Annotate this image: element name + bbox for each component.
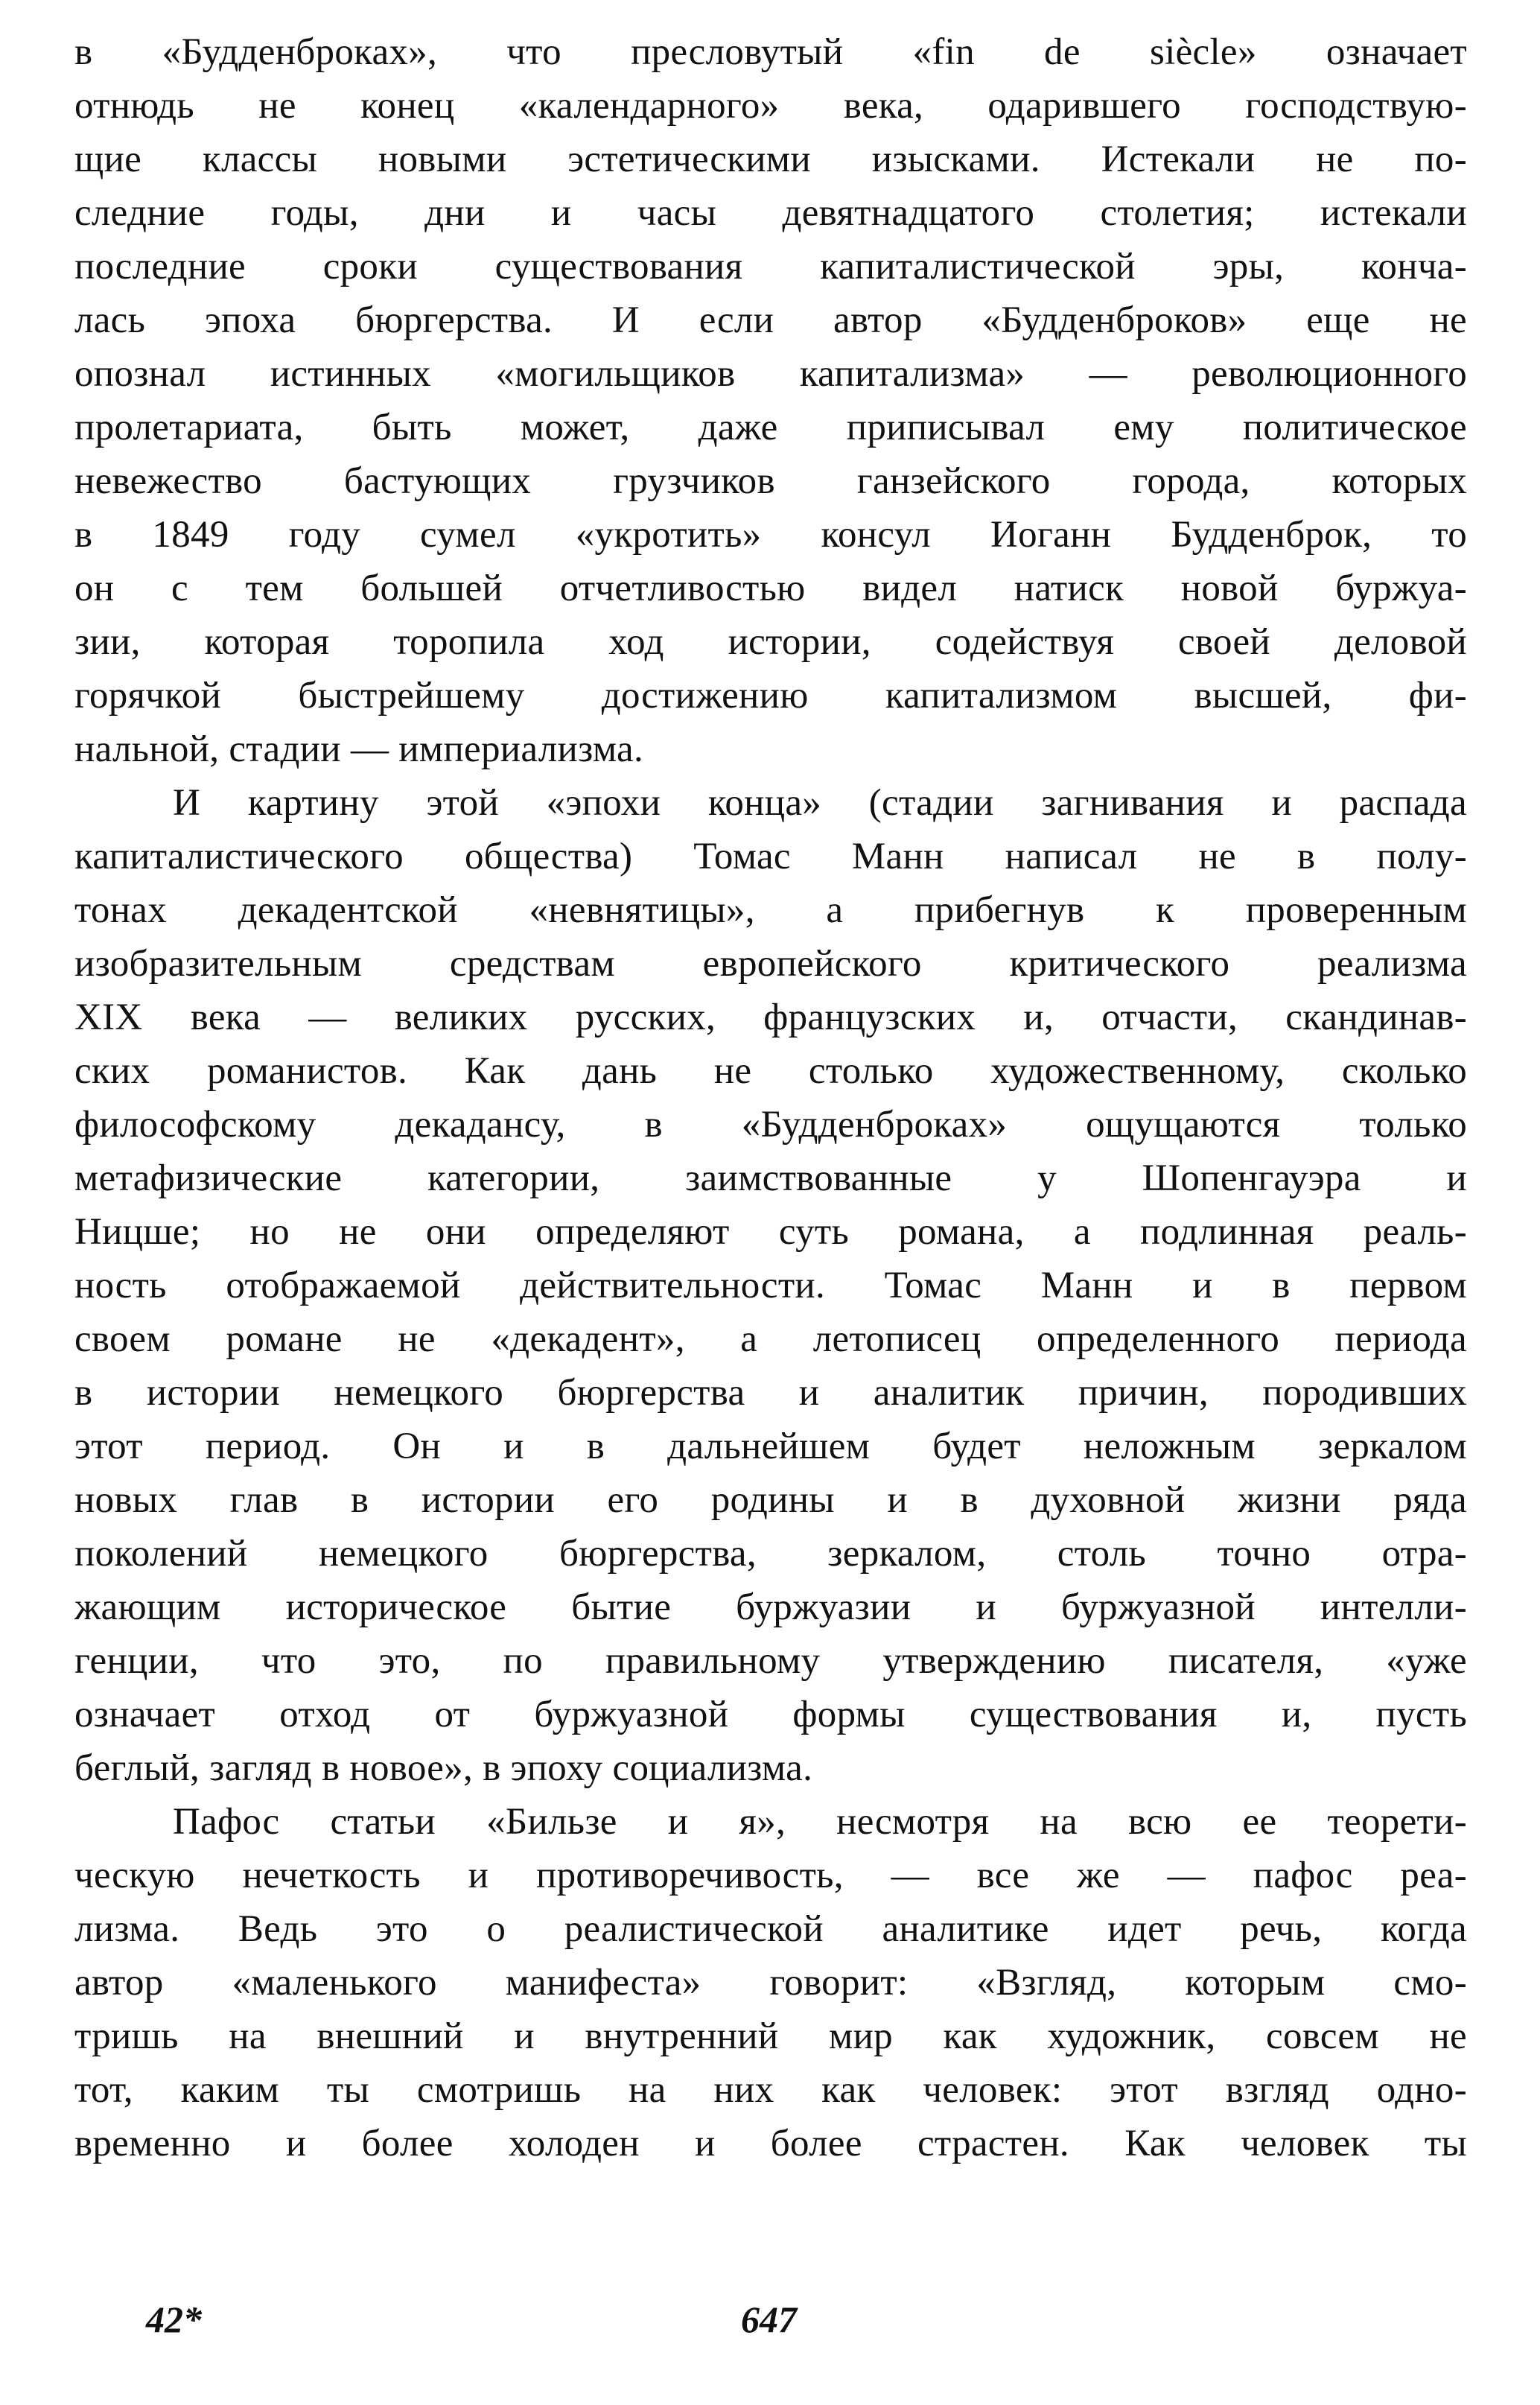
paragraph-start-line: И картину этой «эпохи конца» (стадии загнивания и распада: [173, 782, 1467, 824]
text-line: отнюдь не конец «календарного» века, одарившего господствую-: [74, 85, 1467, 127]
text-line: беглый, загляд в новое», в эпоху социализма.: [74, 1747, 813, 1789]
text-line: щие классы новыми эстетическими изысками. Истекали не по-: [74, 139, 1467, 180]
text-line: поколений немецкого бюргерства, зеркалом, столь точно отра-: [74, 1533, 1467, 1575]
text-line: в 1849 году сумел «укротить» консул Иоганн Будденброк, то: [74, 514, 1467, 556]
text-line: лизма. Ведь это о реалистической аналитике идет речь, когда: [74, 1908, 1467, 1950]
text-line: капиталистического общества) Томас Манн написал не в полу-: [74, 836, 1467, 877]
text-line: пролетариата, быть может, даже приписывал ему политическое: [74, 407, 1467, 448]
text-line: означает отход от буржуазной формы существования и, пусть: [74, 1694, 1467, 1735]
text-line: он с тем большей отчетливостью видел натиск новой буржуа-: [74, 568, 1467, 609]
text-line: тот, каким ты смотришь на них как человек: этот взгляд одно-: [74, 2069, 1467, 2111]
page-number: 647: [741, 2298, 797, 2340]
text-line: нальной, стадии — империализма.: [74, 728, 644, 770]
text-line: в истории немецкого бюргерства и аналитик причин, породивших: [74, 1372, 1467, 1414]
text-line: опознал истинных «могильщиков капитализма» — революционного: [74, 353, 1467, 395]
text-line: этот период. Он и в дальнейшем будет неложным зеркалом: [74, 1426, 1467, 1467]
text-line: философскому декадансу, в «Будденброках» ощущаются только: [74, 1104, 1467, 1146]
text-line: невежество бастующих грузчиков ганзейского города, которых: [74, 460, 1467, 502]
paragraph-start-line: Пафос статьи «Бильзе и я», несмотря на всю ее теорети-: [173, 1801, 1467, 1843]
text-line: жающим историческое бытие буржуазии и буржуазной интелли-: [74, 1586, 1467, 1628]
text-line: тонах декадентской «невнятицы», а прибегнув к проверенным: [74, 889, 1467, 931]
text-line: ских романистов. Как дань не столько художественному, сколько: [74, 1050, 1467, 1092]
signature-mark: 42*: [146, 2298, 202, 2340]
text-line: генции, что это, по правильному утверждению писателя, «уже: [74, 1640, 1467, 1682]
text-line: XIX века — великих русских, французских и, отчасти, скандинав-: [74, 997, 1467, 1038]
page-body: [74, 25, 1467, 2170]
text-line: ность отображаемой действительности. Томас Манн и в первом: [74, 1265, 1467, 1306]
page-footer: [0, 2298, 1540, 2357]
text-line: горячкой быстрейшему достижению капитализмом высшей, фи-: [74, 675, 1467, 717]
text-line: ческую нечеткость и противоречивость, — все же — пафос реа-: [74, 1855, 1467, 1896]
text-line: тришь на внешний и внутренний мир как художник, совсем не: [74, 2015, 1467, 2057]
text-line: автор «маленького манифеста» говорит: «Взгляд, которым смо-: [74, 1962, 1467, 2004]
text-line: новых глав в истории его родины и в духовной жизни ряда: [74, 1479, 1467, 1521]
text-line: Ницше; но не они определяют суть романа, а подлинная реаль-: [74, 1211, 1467, 1253]
text-line: метафизические категории, заимствованные у Шопенгауэра и: [74, 1157, 1467, 1199]
text-line: в «Будденброках», что пресловутый «fin de siècle» означает: [74, 31, 1467, 73]
text-line: последние сроки существования капиталистической эры, конча-: [74, 246, 1467, 287]
text-line: изобразительным средствам европейского критического реализма: [74, 943, 1467, 985]
text-line: зии, которая торопила ход истории, содействуя своей деловой: [74, 621, 1467, 663]
text-line: лась эпоха бюргерства. И если автор «Будденброков» еще не: [74, 299, 1467, 341]
text-line: следние годы, дни и часы девятнадцатого столетия; истекали: [74, 192, 1467, 234]
text-line: своем романе не «декадент», а летописец определенного периода: [74, 1318, 1467, 1360]
text-line: временно и более холоден и более страстен. Как человек ты: [74, 2123, 1467, 2164]
